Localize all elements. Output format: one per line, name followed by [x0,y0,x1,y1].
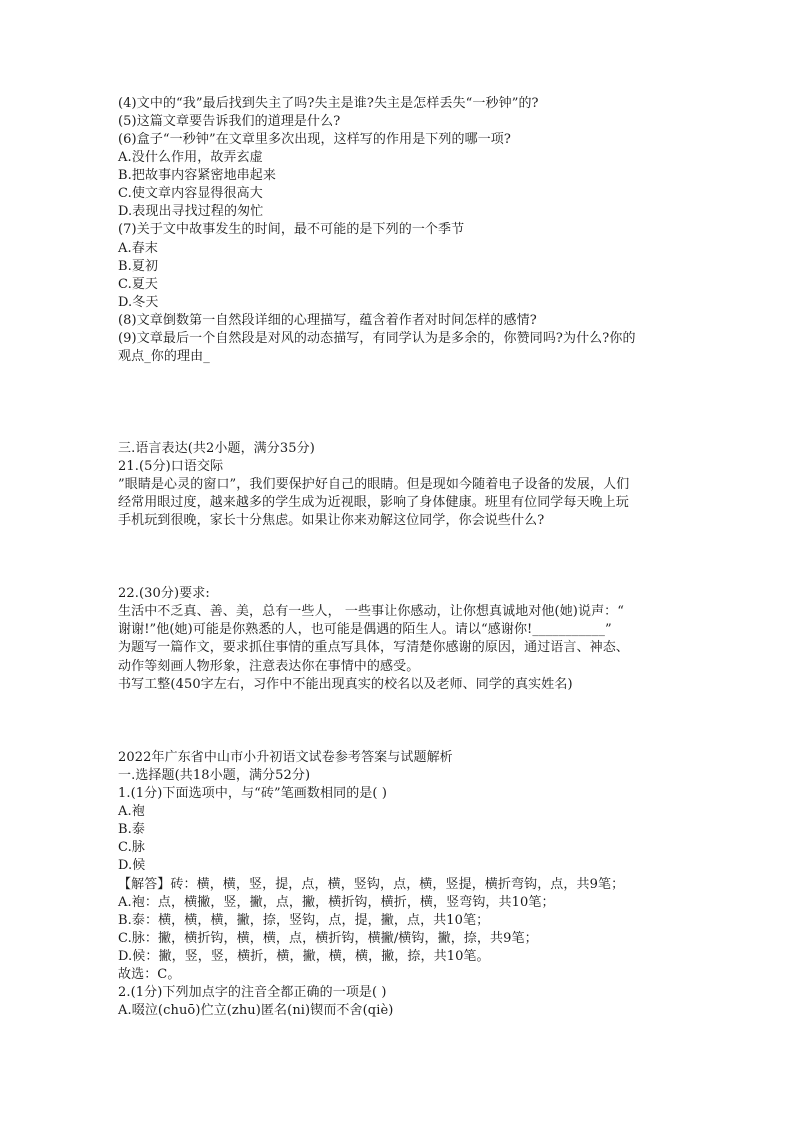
question-6-option-c: C.使文章内容显得很高大 [118,186,263,201]
answer-key-title: 2022年广东省中山市小升初语文试卷参考答案与试题解析 [118,750,453,765]
question-21-title: 21.(5分)口语交际 [118,459,224,474]
question-9: (9)文章最后一个自然段是对风的动态描写，有同学认为是多余的，你赞同吗?为什么?你的 [118,331,636,346]
answer-explanation: 【解答】砖：横，横，竖，提，点，横，竖钩，点，横，竖提，横折弯钩，点，共9笔； [118,877,625,892]
answer-explanation: B.泰：横，横，横，撇，捺，竖钩，点，提，撇，点，共10笔； [118,913,490,928]
answer-explanation: A.袍：点，横撇，竖，撇，点，撇，横折钩，横折，横，竖弯钩，共10笔； [118,895,555,910]
question-22-text: 动作等刻画人物形象，注意表达你在事情中的感受。 [118,659,420,674]
answer-choice: 故选：C。 [118,967,181,982]
question-21-text: 经常用眼过度，越来越多的学生成为近视眼，影响了身体健康。班里有位同学每天晚上玩 [118,495,629,510]
question-6-option-d: D.表现出寻找过程的匆忙 [118,204,264,219]
answer-option-b: B.泰 [118,822,145,837]
question-22-text: 为题写一篇作文，要求抓住事情的重点写具体，写清楚你感谢的原因，通过语言、神态、 [118,640,629,655]
answer-section-heading: 一.选择题(共18小题，满分52分) [118,768,311,783]
question-4: (4)文中的“我”最后找到失主了吗?失主是谁?失主是怎样丢失“一秒钟”的? [118,96,539,111]
answer-option-d: D.候 [118,858,146,873]
answer-option-c: C.脉 [118,840,145,855]
section-heading: 三.语言表达(共2小题，满分35分) [118,441,315,456]
question-6: (6)盒子“一秒钟”在文章里多次出现，这样写的作用是下列的哪一项? [118,132,511,147]
question-21-text: ”眼睛是心灵的窗口”，我们要保护好自己的眼睛。但是现如今随着电子设备的发展，人们 [118,477,630,492]
question-7-option-d: D.冬天 [118,295,159,310]
question-22-text: 生活中不乏真、善、美，总有一些人， 一些事让你感动，让你想真诚地对他(她)说声：“ [118,604,625,619]
answer-explanation: D.候：撇，竖，竖，横折，横，撇，横，横，撇，捺，共10笔。 [118,949,490,964]
question-9-continued: 观点_你的理由_ [118,349,210,364]
question-22-title: 22.(30分)要求: [118,586,210,601]
question-7-option-b: B.夏初 [118,259,159,274]
answer-question-2: 2.(1分)下列加点字的注音全都正确的一项是( ) [118,985,387,1000]
question-5: (5)这篇文章要告诉我们的道理是什么? [118,114,341,129]
answer-option-a: A.袍 [118,804,145,819]
question-6-option-a: A.没什么作用，故弄玄虚 [118,150,263,165]
question-6-option-b: B.把故事内容紧密地串起来 [118,168,276,183]
answer-question-2-option-a: A.啜泣(chuō)伫立(zhu)匿名(ni)锲而不舍(qiè) [118,1003,394,1018]
question-21-text: 手机玩到很晚，家长十分焦虑。如果让你来劝解这位同学，你会说些什么? [118,513,545,528]
answer-explanation: C.脉：撇，横折钩，横，横，点，横折钩，横撇/横钩，撇，捺，共9笔； [118,931,538,946]
question-7-option-c: C.夏天 [118,277,159,292]
answer-question-1: 1.(1分)下面选项中，与“砖”笔画数相同的是( ) [118,786,387,801]
question-7: (7)关于文中故事发生的时间，最不可能的是下列的一个季节 [118,222,465,237]
question-22-requirement: 书写工整(450字左右，习作中不能出现真实的校名以及老师、同学的真实姓名) [118,677,573,692]
question-8: (8)文章倒数第一自然段详细的心理描写，蕴含着作者对时间怎样的感情? [118,313,537,328]
question-22-text: 谢谢!”他(她)可能是你熟悉的人，也可能是偶遇的陌生人。请以“感谢你!___________” [118,622,612,637]
question-7-option-a: A.春末 [118,241,158,256]
